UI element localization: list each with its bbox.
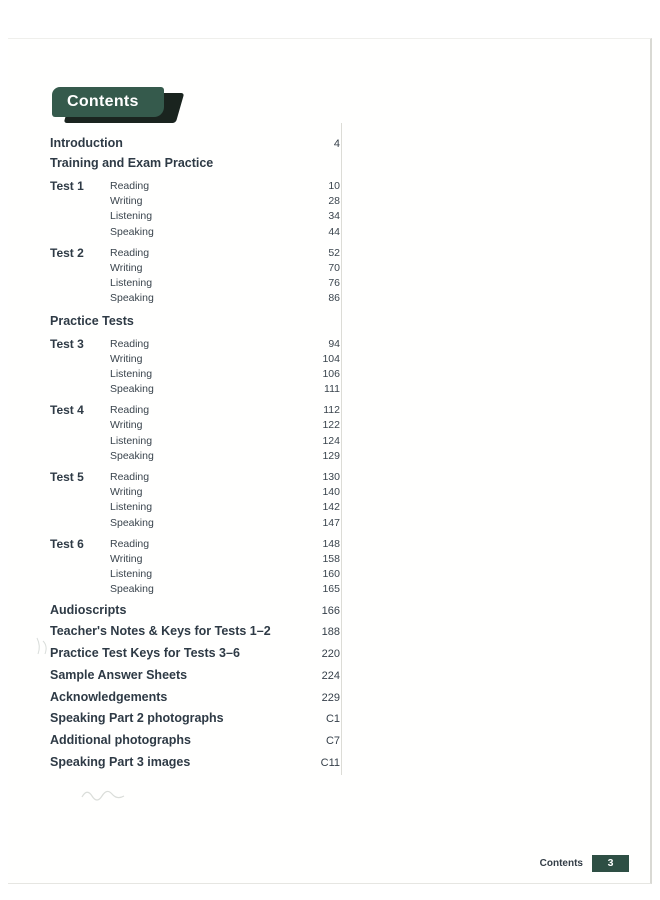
toc-entry-page: 4	[333, 138, 340, 150]
scan-artifact-line	[341, 123, 342, 775]
subentry-label: Writing	[110, 195, 143, 208]
toc-entry-label: Speaking Part 3 images	[50, 755, 191, 770]
test-label: Test 6	[50, 536, 84, 551]
toc-section-heading	[50, 153, 340, 173]
test-block	[50, 537, 340, 598]
toc-subentry	[110, 418, 340, 433]
subentry-label: Reading	[110, 180, 150, 192]
toc-entry	[50, 643, 340, 665]
test-block	[50, 246, 340, 307]
toc-entry-page: C11	[320, 757, 340, 770]
subentry-page: 140	[322, 486, 340, 499]
toc-entry-label: Sample Answer Sheets	[50, 667, 188, 682]
toc-entry	[50, 621, 340, 643]
subentry-label: Listening	[110, 277, 153, 290]
subentry-label: Writing	[110, 419, 143, 432]
toc-entry-label: Teacher's Notes & Keys for Tests 1–2	[50, 624, 271, 639]
test-subitems	[110, 179, 340, 240]
subentry-page: 111	[324, 383, 340, 396]
subentry-label: Listening	[110, 568, 153, 581]
toc-subentry	[110, 382, 340, 397]
scanned-page	[8, 38, 652, 884]
toc-entry	[50, 665, 340, 687]
toc-entry-page: C7	[325, 735, 340, 748]
subentry-label: Writing	[110, 261, 143, 274]
toc-subentry	[110, 552, 340, 567]
toc-subentry	[110, 261, 340, 276]
section-heading-label: Practice Tests	[50, 313, 134, 328]
subentry-page: 158	[322, 552, 340, 565]
toc-entry-page: C1	[325, 713, 340, 726]
footer-page-number: 3	[592, 855, 629, 872]
subentry-page: 165	[322, 583, 340, 596]
toc-subentry	[110, 194, 340, 209]
subentry-label: Speaking	[110, 583, 154, 596]
toc-subentry	[110, 582, 340, 597]
subentry-label: Writing	[110, 486, 143, 499]
toc-section-heading	[50, 311, 340, 331]
subentry-label: Writing	[110, 352, 143, 365]
subentry-page: 106	[322, 367, 340, 380]
subentry-label: Reading	[110, 246, 150, 259]
toc-subentry	[110, 337, 340, 352]
subentry-label: Writing	[110, 552, 143, 565]
toc-subentry	[110, 434, 340, 449]
subentry-label: Reading	[110, 537, 150, 550]
test-label: Test 1	[50, 179, 84, 193]
subentry-page: 34	[328, 210, 340, 223]
footer-label: Contents	[539, 858, 583, 869]
test-subitems	[110, 537, 340, 598]
toc-entry-page: 188	[321, 626, 340, 639]
subentry-page: 104	[322, 352, 340, 365]
toc-entry-page: 166	[321, 604, 340, 617]
toc-subentry	[110, 403, 340, 418]
subentry-label: Speaking	[110, 225, 154, 238]
toc-subentry	[110, 225, 340, 240]
subentry-page: 86	[328, 292, 340, 305]
subentry-page: 147	[322, 516, 340, 529]
toc-subentry	[110, 276, 340, 291]
subentry-label: Reading	[110, 337, 150, 350]
test-block	[50, 179, 340, 240]
toc-subentry	[110, 470, 340, 485]
toc-subentry	[110, 179, 340, 194]
toc-subentry	[110, 516, 340, 531]
toc-subentry	[110, 500, 340, 515]
toc-subentry	[110, 449, 340, 464]
handwritten-smudge	[80, 787, 128, 803]
subentry-label: Speaking	[110, 449, 154, 462]
subentry-label: Reading	[110, 471, 150, 483]
toc-entry-page: 224	[321, 669, 340, 682]
toc-entry-label: Additional photographs	[50, 733, 191, 748]
subentry-page: 112	[323, 404, 340, 417]
subentry-label: Listening	[110, 367, 153, 380]
toc-entry	[50, 730, 340, 752]
subentry-page: 129	[322, 449, 340, 462]
test-block	[50, 403, 340, 464]
test-block	[50, 470, 340, 531]
subentry-page: 52	[328, 246, 340, 259]
toc-entry-label: Speaking Part 2 photographs	[50, 711, 224, 726]
test-label: Test 2	[50, 245, 84, 260]
table-of-contents	[50, 133, 340, 774]
toc-subentry	[110, 209, 340, 224]
pencil-mark	[34, 635, 54, 657]
toc-subentry	[110, 367, 340, 382]
subentry-label: Listening	[110, 434, 153, 447]
subentry-page: 122	[322, 419, 340, 432]
subentry-label: Reading	[110, 404, 150, 417]
subentry-page: 44	[328, 225, 340, 238]
subentry-page: 70	[328, 261, 340, 274]
toc-subentry	[110, 352, 340, 367]
toc-entry	[50, 708, 340, 730]
test-block	[50, 337, 340, 398]
subentry-page: 10	[328, 180, 340, 192]
toc-entry	[50, 752, 340, 774]
test-subitems	[110, 337, 340, 398]
section-heading-label: Training and Exam Practice	[50, 156, 214, 170]
subentry-page: 142	[322, 501, 340, 514]
subentry-label: Speaking	[110, 516, 154, 529]
toc-end-items	[50, 600, 340, 774]
toc-entry-label: Practice Test Keys for Tests 3–6	[50, 646, 240, 661]
page-title: Contents	[52, 87, 164, 117]
toc-entry-label: Introduction	[50, 136, 123, 150]
subentry-page: 160	[322, 568, 340, 581]
test-subitems	[110, 403, 340, 464]
test-subitems	[110, 246, 340, 307]
subentry-label: Listening	[110, 501, 153, 514]
subentry-page: 148	[322, 537, 340, 550]
page-footer	[8, 855, 629, 872]
toc-entry-page: 229	[321, 691, 340, 704]
toc-entry-label: Audioscripts	[50, 602, 127, 617]
subentry-label: Speaking	[110, 292, 154, 305]
toc-subentry	[110, 485, 340, 500]
test-subitems	[110, 470, 340, 531]
toc-subentry	[110, 291, 340, 306]
toc-entry	[50, 133, 340, 153]
subentry-page: 76	[328, 277, 340, 290]
test-label: Test 4	[50, 403, 84, 418]
toc-entry-label: Acknowledgements	[50, 689, 168, 704]
toc-subentry	[110, 246, 340, 261]
contents-header-tab	[52, 87, 192, 123]
test-label: Test 5	[50, 470, 84, 484]
subentry-label: Listening	[110, 210, 153, 223]
toc-subentry	[110, 567, 340, 582]
subentry-page: 124	[322, 434, 340, 447]
subentry-label: Speaking	[110, 383, 154, 396]
subentry-page: 28	[328, 195, 340, 208]
subentry-page: 130	[322, 471, 340, 483]
toc-entry-page: 220	[321, 648, 340, 661]
toc-subentry	[110, 537, 340, 552]
toc-entry	[50, 687, 340, 709]
toc-entry	[50, 600, 340, 622]
subentry-page: 94	[328, 337, 340, 350]
test-label: Test 3	[50, 336, 84, 351]
